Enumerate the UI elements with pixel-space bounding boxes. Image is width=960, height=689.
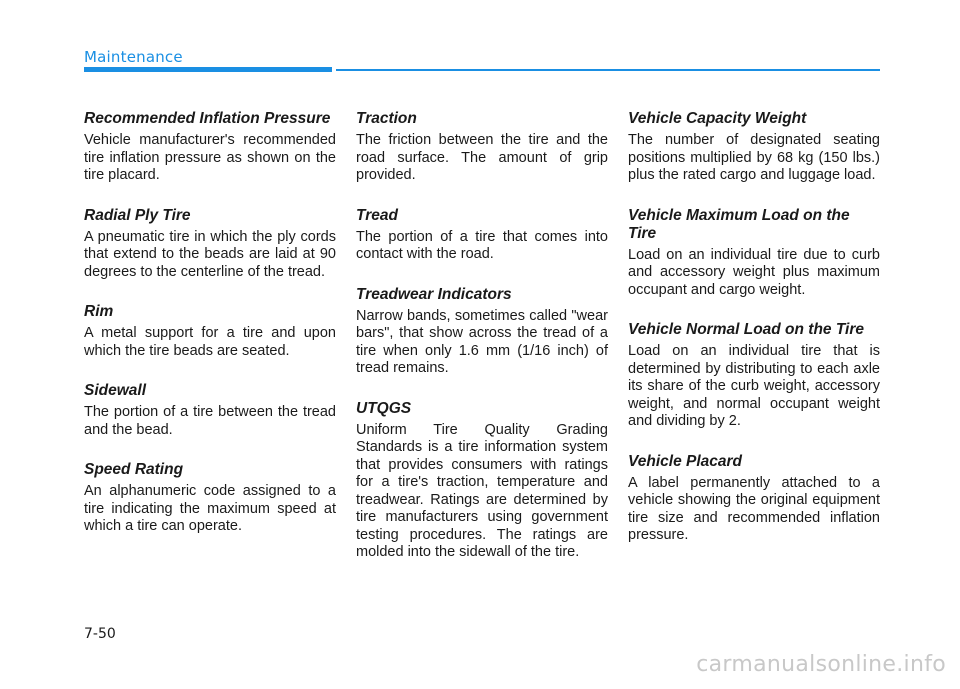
header-rule-thick xyxy=(84,67,332,72)
term-title: Vehicle Maximum Load on the Tire xyxy=(628,206,850,242)
term-definition: Vehicle manufacturer's recommended tire inflation pressure as shown on the tire placard. xyxy=(84,132,336,183)
term-traction xyxy=(356,110,608,185)
term-definition: Narrow bands, sometimes called "wear bars", that show across the tread of a tire when only 1.6 mm (1/16 inch) of tread remains. xyxy=(356,307,608,376)
term-title: Tread xyxy=(356,206,398,224)
watermark: carmanualsonline.info xyxy=(696,652,946,677)
page-number: 7-50 xyxy=(84,626,116,642)
term-title: Vehicle Placard xyxy=(628,452,743,470)
term-definition: Load on an individual tire that is determined by distributing to each axle its share of the curb weight, accessory weight, and normal occupant weight and dividing by 2. xyxy=(628,343,880,429)
term-vehicle-maximum-load xyxy=(628,207,880,300)
term-utqgs xyxy=(356,400,608,562)
term-speed-rating xyxy=(84,461,336,536)
term-definition: The friction between the tire and the road surface. The amount of grip provided. xyxy=(356,132,608,183)
term-definition: A metal support for a tire and upon which the tire beads are seated. xyxy=(84,325,336,359)
term-definition: Load on an individual tire due to curb and accessory weight plus maximum occupant and cargo weight. xyxy=(628,246,880,298)
column-1 xyxy=(84,110,336,538)
term-title: Traction xyxy=(356,110,417,127)
term-definition: Uniform Tire Quality Grading Standards is a tire information system that provides consumers with ratings for a tire's traction, temperature and treadwear. Ratings are determined by tire manufacturers using government testing procedures. The ratings are molded into the sidewall of the tire. xyxy=(356,421,608,560)
term-definition: An alphanumeric code assigned to a tire indicating the maximum speed at which a tire can operate. xyxy=(84,483,336,534)
term-title: Radial Ply Tire xyxy=(84,206,191,224)
term-title: Treadwear Indicators xyxy=(356,285,512,303)
term-vehicle-placard xyxy=(628,453,880,545)
term-definition: The portion of a tire that comes into contact with the road. xyxy=(356,228,608,262)
section-title: Maintenance xyxy=(84,48,183,66)
term-title: Recommended Inflation Pressure xyxy=(84,110,331,127)
term-definition: The number of designated seating positions multiplied by 68 kg (150 lbs.) plus the rated cargo and luggage load. xyxy=(628,132,880,183)
term-tread xyxy=(356,207,608,264)
term-title: UTQGS xyxy=(356,399,412,417)
term-vehicle-normal-load xyxy=(628,321,880,431)
term-title: Speed Rating xyxy=(84,461,184,478)
term-radial-ply-tire xyxy=(84,207,336,282)
term-title: Vehicle Capacity Weight xyxy=(628,110,807,127)
term-sidewall xyxy=(84,382,336,439)
term-title: Sidewall xyxy=(84,382,147,399)
term-rim xyxy=(84,303,336,360)
term-recommended-inflation-pressure xyxy=(84,110,336,185)
term-treadwear-indicators xyxy=(356,286,608,378)
term-definition: A label permanently attached to a vehicle showing the original equipment tire size and recommended inflation pressure. xyxy=(628,474,880,543)
term-definition: A pneumatic tire in which the ply cords that extend to the beads are laid at 90 degrees to the centerline of the tread. xyxy=(84,228,336,280)
term-title: Vehicle Normal Load on the Tire xyxy=(628,321,864,338)
term-definition: The portion of a tire between the tread and the bead. xyxy=(84,404,336,438)
term-title: Rim xyxy=(84,303,114,320)
term-vehicle-capacity-weight xyxy=(628,110,880,185)
column-3 xyxy=(628,110,880,547)
header-rule-thin xyxy=(336,69,880,71)
column-2 xyxy=(356,110,608,564)
